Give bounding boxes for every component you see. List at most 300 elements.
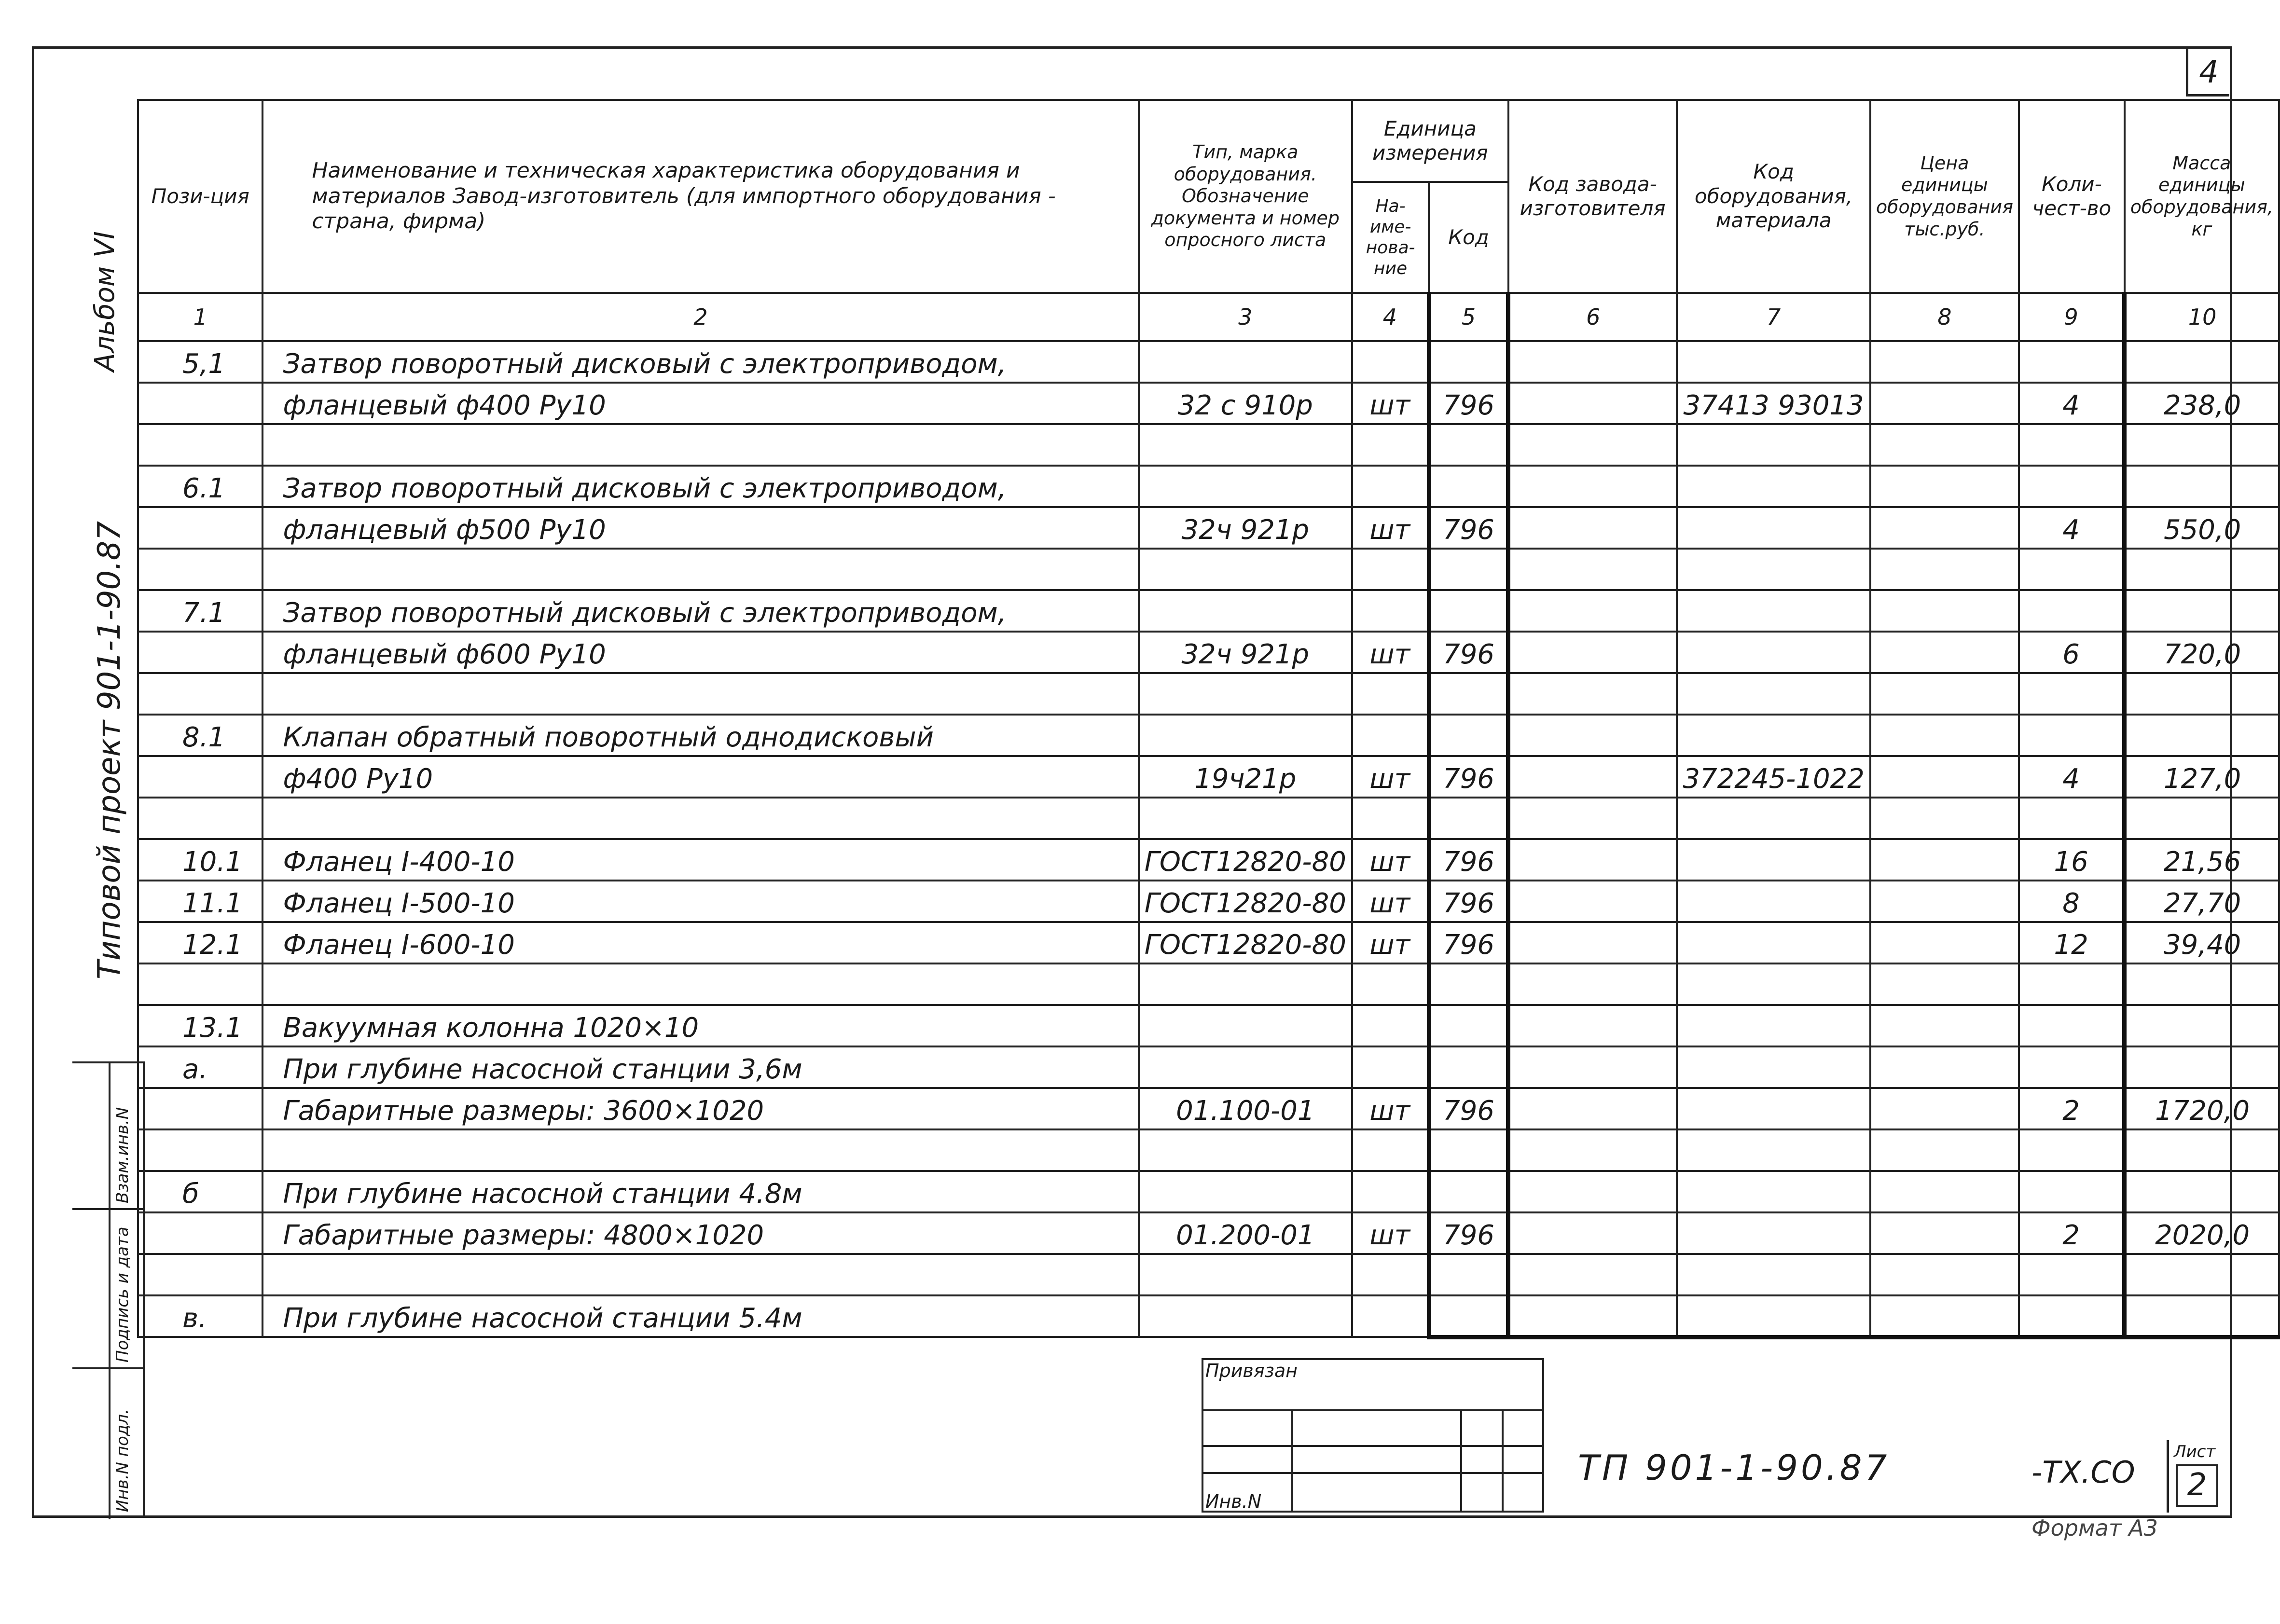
column-number-row [138,293,2279,341]
cell-name [263,1254,1138,1295]
column-number: 10 [2125,293,2279,341]
cell-name: Фланец I-500-10 [263,881,1138,922]
cell-name: ф400 Ру10 [263,756,1138,798]
cell-unit [1352,590,1429,632]
cell-position: 6.1 [138,466,263,507]
cell-qty [2019,1171,2125,1212]
table-row [138,383,2279,424]
cell-qty: 12 [2019,922,2125,963]
cell-unit-code [1429,1005,1508,1046]
table-row [138,1129,2279,1171]
table-row [138,549,2279,590]
col-header-type: Тип, марка оборудования. Обозначение документа и номер опросного листа [1139,100,1352,293]
col-header-qty: Коли-чест-во [2019,100,2125,293]
binding-stamp [1202,1358,1544,1513]
cell-unit-code: 796 [1429,383,1508,424]
cell-position [138,632,263,673]
cell-unit-code: 796 [1429,1088,1508,1129]
cell-qty: 8 [2019,881,2125,922]
cell-price [1870,341,2019,383]
cell-qty [2019,798,2125,839]
cell-type [1139,549,1352,590]
cell-maker-code [1508,549,1677,590]
cell-unit-code [1429,1046,1508,1088]
cell-qty [2019,673,2125,715]
cell-qty [2019,1295,2125,1337]
cell-mass [2125,1295,2279,1337]
table-row [138,1254,2279,1295]
strip-divider [109,1063,111,1519]
column-number: 5 [1429,293,1508,341]
cell-name: фланцевый ф600 Ру10 [263,632,1138,673]
cell-mass: 27,70 [2125,881,2279,922]
cell-unit [1352,1129,1429,1171]
cell-price [1870,1129,2019,1171]
specification-table [137,99,2280,1339]
cell-maker-code [1508,881,1677,922]
cell-position [138,383,263,424]
cell-qty [2019,1254,2125,1295]
cell-position [138,507,263,549]
cell-type [1139,673,1352,715]
cell-unit-code [1429,1171,1508,1212]
cell-unit: шт [1352,383,1429,424]
cell-equip-code: 37413 93013 [1677,383,1870,424]
cell-price [1870,1254,2019,1295]
cell-mass: 550,0 [2125,507,2279,549]
cell-maker-code [1508,922,1677,963]
cell-equip-code [1677,424,1870,466]
cell-position: 7.1 [138,590,263,632]
cell-price [1870,549,2019,590]
cell-position: в. [138,1295,263,1337]
cell-qty: 4 [2019,756,2125,798]
cell-equip-code [1677,839,1870,881]
cell-type: 32ч 921р [1139,632,1352,673]
cell-name: фланцевый ф400 Ру10 [263,383,1138,424]
cell-qty [2019,590,2125,632]
cell-name: При глубине насосной станции 5.4м [263,1295,1138,1337]
cell-position: 5,1 [138,341,263,383]
cell-price [1870,839,2019,881]
cell-mass [2125,590,2279,632]
cell-position: а. [138,1046,263,1088]
cell-price [1870,798,2019,839]
cell-mass: 238,0 [2125,383,2279,424]
col-header-equip-code: Код оборудования, материала [1677,100,1870,293]
sheet-number-box [2167,1440,2229,1513]
cell-type [1139,590,1352,632]
format-note: Формат А3 [2031,1515,2158,1541]
cell-unit-code [1429,1295,1508,1337]
cell-position: 12.1 [138,922,263,963]
cell-type: 19ч21р [1139,756,1352,798]
table-row [138,881,2279,922]
cell-mass [2125,466,2279,507]
cell-maker-code [1508,632,1677,673]
cell-mass: 1720,0 [2125,1088,2279,1129]
cell-equip-code [1677,549,1870,590]
cell-price [1870,1046,2019,1088]
table-row [138,507,2279,549]
cell-mass [2125,1129,2279,1171]
table-row [138,424,2279,466]
cell-price [1870,1005,2019,1046]
cell-unit-code [1429,1254,1508,1295]
cell-type [1139,715,1352,756]
cell-position [138,1212,263,1254]
cell-unit [1352,1005,1429,1046]
strip-label-signature: Подпись и дата [113,1226,132,1363]
cell-unit-code [1429,466,1508,507]
cell-name: Затвор поворотный дисковый с электроприводом, [263,590,1138,632]
cell-position [138,756,263,798]
table-row [138,963,2279,1005]
cell-mass [2125,673,2279,715]
cell-equip-code [1677,1046,1870,1088]
column-number: 6 [1508,293,1677,341]
cell-maker-code [1508,383,1677,424]
cell-mass [2125,1254,2279,1295]
cell-unit-code [1429,673,1508,715]
cell-qty [2019,1005,2125,1046]
cell-equip-code [1677,715,1870,756]
col-header-maker-code: Код завода-изготовителя [1508,100,1677,293]
cell-unit [1352,1254,1429,1295]
cell-price [1870,756,2019,798]
table-row [138,1295,2279,1337]
stamp-bound-label: Привязан [1205,1360,1298,1381]
cell-qty [2019,424,2125,466]
cell-equip-code [1677,1171,1870,1212]
approval-strip [72,1061,145,1517]
cell-equip-code [1677,341,1870,383]
cell-name: При глубине насосной станции 4.8м [263,1171,1138,1212]
cell-name: Габаритные размеры: 4800×1020 [263,1212,1138,1254]
cell-unit-code [1429,341,1508,383]
strip-separator [72,1367,145,1369]
cell-unit [1352,1046,1429,1088]
cell-type: 01.100-01 [1139,1088,1352,1129]
cell-position [138,1254,263,1295]
cell-name: Клапан обратный поворотный однодисковый [263,715,1138,756]
cell-equip-code [1677,798,1870,839]
cell-equip-code [1677,673,1870,715]
cell-mass: 21,56 [2125,839,2279,881]
table-row [138,756,2279,798]
cell-position [138,798,263,839]
cell-mass [2125,963,2279,1005]
cell-type [1139,1046,1352,1088]
cell-unit-code [1429,715,1508,756]
cell-unit [1352,1295,1429,1337]
cell-maker-code [1508,1005,1677,1046]
cell-unit-code: 796 [1429,507,1508,549]
col-header-name: Наименование и техническая характеристика оборудования и материалов Завод-изготовитель (для импортного оборудования - страна, фирма) [263,100,1138,293]
stamp-inventory-label: Инв.N [1205,1491,1262,1512]
sheet-number: 2 [2176,1464,2218,1507]
cell-unit: шт [1352,756,1429,798]
cell-unit [1352,798,1429,839]
cell-name: При глубине насосной станции 3,6м [263,1046,1138,1088]
cell-unit-code: 796 [1429,632,1508,673]
cell-type [1139,1254,1352,1295]
cell-equip-code [1677,1129,1870,1171]
cell-unit-code: 796 [1429,1212,1508,1254]
cell-equip-code [1677,1088,1870,1129]
cell-maker-code [1508,1295,1677,1337]
sheet-label: Лист [2174,1442,2216,1461]
column-number: 7 [1677,293,1870,341]
cell-maker-code [1508,798,1677,839]
table-row [138,922,2279,963]
cell-qty [2019,715,2125,756]
cell-maker-code [1508,673,1677,715]
cell-price [1870,466,2019,507]
cell-mass [2125,1171,2279,1212]
cell-mass [2125,798,2279,839]
cell-name: Фланец I-400-10 [263,839,1138,881]
cell-equip-code [1677,507,1870,549]
cell-type: ГОСТ12820-80 [1139,881,1352,922]
cell-name: Затвор поворотный дисковый с электроприводом, [263,466,1138,507]
cell-unit-code [1429,798,1508,839]
cell-maker-code [1508,341,1677,383]
cell-position: 10.1 [138,839,263,881]
cell-name [263,798,1138,839]
cell-price [1870,507,2019,549]
cell-unit [1352,424,1429,466]
table-row [138,1088,2279,1129]
cell-type [1139,466,1352,507]
cell-unit-code: 796 [1429,839,1508,881]
cell-qty: 4 [2019,507,2125,549]
cell-type: 01.200-01 [1139,1212,1352,1254]
cell-qty: 16 [2019,839,2125,881]
cell-equip-code [1677,963,1870,1005]
cell-unit: шт [1352,839,1429,881]
cell-mass: 2020,0 [2125,1212,2279,1254]
cell-type [1139,1005,1352,1046]
header-row [138,100,2279,182]
cell-price [1870,632,2019,673]
cell-unit [1352,466,1429,507]
table-row [138,839,2279,881]
cell-position [138,673,263,715]
cell-unit [1352,963,1429,1005]
col-header-position: Пози-ция [138,100,263,293]
col-header-price: Цена единицы оборудования тыс.руб. [1870,100,2019,293]
cell-name: Фланец I-600-10 [263,922,1138,963]
table-row [138,673,2279,715]
cell-qty [2019,466,2125,507]
cell-qty: 4 [2019,383,2125,424]
cell-name [263,963,1138,1005]
cell-price [1870,1212,2019,1254]
cell-position [138,963,263,1005]
cell-position [138,424,263,466]
cell-position [138,549,263,590]
stamp-cell [1202,1445,1544,1474]
cell-equip-code [1677,922,1870,963]
cell-unit-code [1429,963,1508,1005]
cell-unit [1352,673,1429,715]
table-row [138,590,2279,632]
cell-price [1870,881,2019,922]
cell-price [1870,1295,2019,1337]
cell-maker-code [1508,507,1677,549]
cell-mass: 720,0 [2125,632,2279,673]
col-header-unit-name: На-име-нова-ние [1352,182,1429,293]
cell-position [138,1088,263,1129]
column-number: 1 [138,293,263,341]
column-number: 4 [1352,293,1429,341]
column-number: 8 [1870,293,2019,341]
cell-unit-code [1429,424,1508,466]
table-row [138,1005,2279,1046]
cell-maker-code [1508,466,1677,507]
cell-mass [2125,1046,2279,1088]
cell-mass [2125,1005,2279,1046]
cell-mass [2125,424,2279,466]
cell-equip-code [1677,590,1870,632]
cell-price [1870,922,2019,963]
cell-price [1870,673,2019,715]
cell-equip-code: 372245-1022 [1677,756,1870,798]
col-header-mass: Масса единицы оборудования, кг [2125,100,2279,293]
cell-unit: шт [1352,881,1429,922]
cell-unit: шт [1352,1088,1429,1129]
cell-price [1870,590,2019,632]
cell-type [1139,1295,1352,1337]
cell-type [1139,1129,1352,1171]
strip-label-inventory: Инв.N подл. [113,1409,132,1512]
corner-sheet-number: 4 [2186,48,2229,96]
cell-qty [2019,341,2125,383]
cell-price [1870,383,2019,424]
document-suffix: -ТХ.СО [2031,1455,2135,1490]
cell-type: 32ч 921р [1139,507,1352,549]
cell-price [1870,715,2019,756]
cell-type: 32 с 910р [1139,383,1352,424]
cell-maker-code [1508,963,1677,1005]
cell-maker-code [1508,756,1677,798]
cell-mass: 127,0 [2125,756,2279,798]
cell-type [1139,798,1352,839]
cell-mass [2125,549,2279,590]
column-number: 2 [263,293,1138,341]
cell-price [1870,1088,2019,1129]
cell-price [1870,1171,2019,1212]
cell-mass [2125,341,2279,383]
col-header-unit-code: Код [1429,182,1508,293]
cell-name [263,673,1138,715]
cell-unit: шт [1352,922,1429,963]
strip-label-replace: Взам.инв.N [113,1107,132,1203]
document-code: ТП 901-1-90.87 [1578,1447,1890,1488]
cell-maker-code [1508,1171,1677,1212]
specification-body [138,341,2279,1337]
cell-type [1139,1171,1352,1212]
cell-unit-code: 796 [1429,922,1508,963]
cell-price [1870,424,2019,466]
cell-equip-code [1677,1295,1870,1337]
cell-unit-code [1429,590,1508,632]
cell-qty [2019,1046,2125,1088]
cell-name: фланцевый ф500 Ру10 [263,507,1138,549]
cell-unit: шт [1352,632,1429,673]
cell-mass [2125,715,2279,756]
table-row [138,466,2279,507]
cell-qty: 2 [2019,1088,2125,1129]
cell-unit-code [1429,549,1508,590]
cell-name: Затвор поворотный дисковый с электроприводом, [263,341,1138,383]
cell-maker-code [1508,1088,1677,1129]
cell-type: ГОСТ12820-80 [1139,839,1352,881]
cell-type [1139,963,1352,1005]
cell-unit: шт [1352,1212,1429,1254]
cell-type: ГОСТ12820-80 [1139,922,1352,963]
cell-maker-code [1508,424,1677,466]
cell-maker-code [1508,715,1677,756]
table-row [138,1046,2279,1088]
cell-qty [2019,1129,2125,1171]
side-project-label: Типовой проект 901-1-90.87 [92,521,127,979]
cell-qty: 2 [2019,1212,2125,1254]
col-header-unit-group: Единица измерения [1352,100,1508,182]
cell-position: 8.1 [138,715,263,756]
table-row [138,1171,2279,1212]
cell-equip-code [1677,1005,1870,1046]
cell-name: Вакуумная колонна 1020×10 [263,1005,1138,1046]
table-row [138,632,2279,673]
cell-unit-code: 796 [1429,756,1508,798]
cell-type [1139,424,1352,466]
cell-type [1139,341,1352,383]
cell-maker-code [1508,839,1677,881]
column-number: 3 [1139,293,1352,341]
cell-mass: 39,40 [2125,922,2279,963]
cell-equip-code [1677,881,1870,922]
table-row [138,341,2279,383]
cell-qty: 6 [2019,632,2125,673]
cell-unit: шт [1352,507,1429,549]
cell-name [263,1129,1138,1171]
cell-qty [2019,549,2125,590]
cell-maker-code [1508,1254,1677,1295]
cell-unit [1352,715,1429,756]
cell-position: 11.1 [138,881,263,922]
table-row [138,798,2279,839]
cell-maker-code [1508,1129,1677,1171]
cell-position: б [138,1171,263,1212]
cell-unit [1352,1171,1429,1212]
cell-equip-code [1677,1254,1870,1295]
cell-unit [1352,549,1429,590]
cell-qty [2019,963,2125,1005]
cell-equip-code [1677,466,1870,507]
cell-unit-code [1429,1129,1508,1171]
table-row [138,1212,2279,1254]
cell-position: 13.1 [138,1005,263,1046]
cell-unit-code: 796 [1429,881,1508,922]
cell-name [263,424,1138,466]
cell-equip-code [1677,1212,1870,1254]
cell-equip-code [1677,632,1870,673]
cell-maker-code [1508,590,1677,632]
side-album-label: Альбом VI [89,231,121,372]
cell-maker-code [1508,1212,1677,1254]
